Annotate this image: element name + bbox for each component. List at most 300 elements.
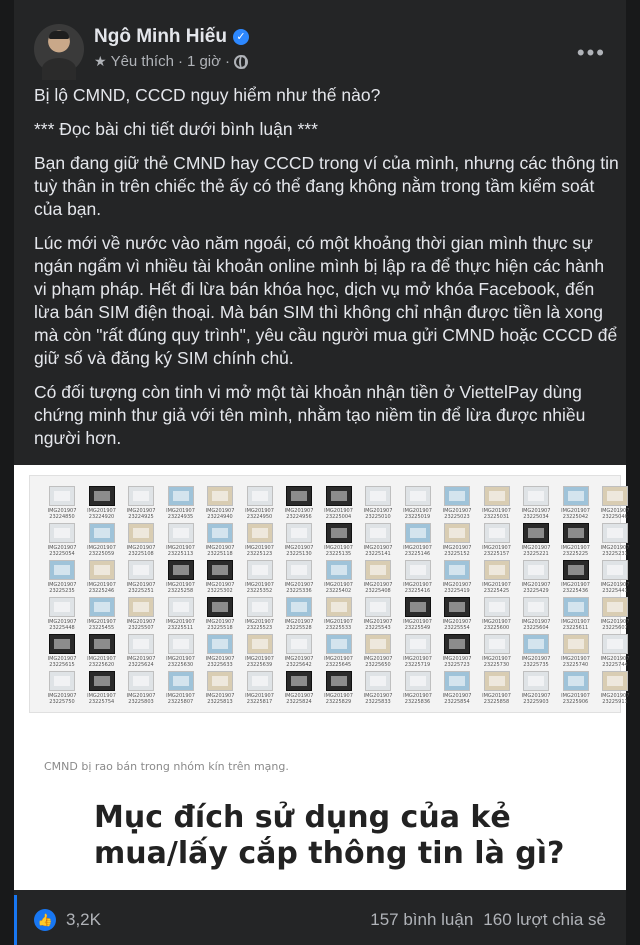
thumbnail-image bbox=[365, 671, 391, 691]
thumbnail-item bbox=[202, 634, 238, 671]
thumbnail-item bbox=[84, 560, 120, 597]
thumbnail-prefix: IMG201907 bbox=[600, 508, 630, 514]
thumbnail-item bbox=[123, 634, 159, 671]
thumbnail-image bbox=[326, 634, 352, 654]
thumbnail-item bbox=[360, 560, 396, 597]
thumbnail-prefix: IMG201907 bbox=[363, 619, 393, 625]
thumbnail-item bbox=[321, 597, 357, 634]
thumbnail-item bbox=[479, 671, 515, 708]
thumbnail-prefix: IMG201907 bbox=[87, 656, 116, 662]
thumbnail-prefix: IMG201907 bbox=[363, 693, 393, 699]
thumbnail-prefix: IMG201907 bbox=[205, 545, 235, 551]
thumbnail-image bbox=[523, 560, 549, 580]
thumbnail-image bbox=[523, 597, 549, 617]
thumbnail-prefix: IMG201907 bbox=[205, 619, 235, 625]
thumbnail-id: 23225416 bbox=[404, 588, 431, 594]
post-card bbox=[14, 0, 630, 945]
thumbnail-prefix: IMG201907 bbox=[363, 508, 393, 514]
thumbnail-id: 23225034 bbox=[523, 514, 549, 520]
post-paragraph: Có đối tượng còn tinh vi mở một tài khoản nhận tiền ở ViettelPay dùng chứng minh thư giả với tên mình, nhằm tạo niềm tin để lừa được nhiều người hơn. bbox=[34, 382, 586, 448]
thumbnail-label bbox=[482, 619, 511, 631]
thumbnail-item bbox=[558, 486, 594, 523]
thumbnail-id: 23225019 bbox=[404, 514, 431, 520]
thumbnail-id: 23224940 bbox=[207, 514, 233, 520]
thumbnail-prefix: IMG201907 bbox=[363, 656, 393, 662]
thumbnail-image bbox=[168, 486, 194, 506]
thumbnail-id: 23225854 bbox=[444, 699, 470, 705]
thumbnail-prefix: IMG201907 bbox=[284, 619, 314, 625]
thumbnail-item bbox=[321, 634, 357, 671]
thumbnail-image bbox=[89, 560, 115, 580]
thumbnail-id: 23225650 bbox=[365, 662, 391, 668]
thumbnail-label bbox=[522, 582, 551, 594]
thumbnail-label bbox=[561, 693, 590, 705]
thumbnail-label bbox=[127, 656, 156, 668]
thumbnail-image bbox=[523, 523, 549, 543]
thumbnail-id: 23225744 bbox=[602, 662, 628, 668]
comment-count[interactable]: 157 bình luận bbox=[370, 910, 474, 929]
thumbnail-item bbox=[123, 671, 159, 708]
thumbnail-id: 23225251 bbox=[128, 588, 154, 594]
thumbnail-image bbox=[286, 634, 312, 654]
more-options-icon[interactable]: ••• bbox=[576, 40, 606, 65]
thumbnail-prefix: IMG201907 bbox=[324, 582, 353, 588]
thumbnail-image bbox=[405, 597, 431, 617]
post-header bbox=[34, 18, 626, 78]
thumbnail-label bbox=[206, 508, 235, 520]
thumbnail-item bbox=[558, 671, 594, 708]
thumbnail-label bbox=[245, 693, 274, 705]
thumbnail-item bbox=[597, 486, 633, 523]
thumbnail-prefix: IMG201907 bbox=[561, 693, 590, 699]
thumbnail-item bbox=[439, 634, 475, 671]
thumbnail-label bbox=[324, 693, 353, 705]
thumbnail-prefix: IMG201907 bbox=[284, 693, 314, 699]
thumbnail-label bbox=[561, 582, 590, 594]
thumbnail-item bbox=[44, 560, 80, 597]
thumbnail-id: 23225906 bbox=[562, 699, 589, 705]
thumbnail-item bbox=[597, 671, 633, 708]
thumbnail-id: 23225436 bbox=[562, 588, 589, 594]
thumbnail-image bbox=[247, 486, 273, 506]
thumbnail-item bbox=[400, 671, 436, 708]
thumbnail-image bbox=[89, 486, 115, 506]
image-caption: CMND bị rao bán trong nhóm kín trên mạng. bbox=[44, 760, 289, 773]
thumbnail-item bbox=[518, 634, 554, 671]
thumbnail-prefix: IMG201907 bbox=[205, 693, 235, 699]
thumbnail-item bbox=[360, 671, 396, 708]
thumbnail-label bbox=[522, 619, 551, 631]
thumbnail-item bbox=[558, 560, 594, 597]
thumbnail-id: 23225141 bbox=[365, 551, 391, 557]
thumbnail-id: 23225533 bbox=[325, 625, 352, 631]
thumbnail-item bbox=[281, 597, 317, 634]
thumbnail-item bbox=[123, 560, 159, 597]
thumbnail-prefix: IMG201907 bbox=[284, 545, 314, 551]
thumbnail-image bbox=[49, 634, 75, 654]
thumbnail-label bbox=[127, 508, 156, 520]
thumbnail-prefix: IMG201907 bbox=[521, 545, 551, 551]
thumbnail-prefix: IMG201907 bbox=[126, 582, 156, 588]
thumbnail-item bbox=[518, 560, 554, 597]
thumbnail-id: 23225419 bbox=[444, 588, 470, 594]
thumbnail-item bbox=[360, 597, 396, 634]
thumbnail-label bbox=[443, 619, 472, 631]
thumbnail-image bbox=[207, 671, 233, 691]
thumbnail-item bbox=[281, 671, 317, 708]
thumbnail-image bbox=[563, 597, 589, 617]
thumbnail-prefix: IMG201907 bbox=[87, 508, 116, 514]
thumbnail-image bbox=[365, 597, 391, 617]
avatar-shirt bbox=[42, 58, 76, 80]
thumbnail-item bbox=[518, 671, 554, 708]
thumbnail-image bbox=[128, 486, 154, 506]
thumbnail-prefix: IMG201907 bbox=[166, 582, 195, 588]
thumbnail-prefix: IMG201907 bbox=[205, 582, 235, 588]
thumbnail-id: 23225817 bbox=[246, 699, 273, 705]
thumbnail-id: 23225135 bbox=[325, 551, 352, 557]
thumbnail-id: 23225157 bbox=[483, 551, 510, 557]
thumbnail-id: 23225624 bbox=[128, 662, 154, 668]
thumbnail-prefix: IMG201907 bbox=[482, 656, 511, 662]
thumbnail-prefix: IMG201907 bbox=[324, 545, 353, 551]
thumbnail-prefix: IMG201907 bbox=[47, 619, 77, 625]
thumbnail-image bbox=[49, 486, 75, 506]
thumbnail-id: 23225858 bbox=[483, 699, 510, 705]
thumbnail-item bbox=[202, 486, 238, 523]
thumbnail-item bbox=[518, 523, 554, 560]
thumbnail-label bbox=[48, 656, 77, 668]
thumbnail-image bbox=[49, 560, 75, 580]
thumbnail-label bbox=[482, 582, 511, 594]
thumbnail-prefix: IMG201907 bbox=[166, 619, 195, 625]
thumbnail-item bbox=[44, 486, 80, 523]
thumbnail-label bbox=[443, 693, 472, 705]
thumbnail-item bbox=[479, 634, 515, 671]
thumbnail-id: 23225108 bbox=[128, 551, 154, 557]
thumbnail-item bbox=[400, 634, 436, 671]
thumbnail-image bbox=[207, 634, 233, 654]
thumbnail-image bbox=[563, 634, 589, 654]
thumbnail-item bbox=[321, 560, 357, 597]
post-footer bbox=[14, 895, 626, 945]
thumbnail-id: 23225231 bbox=[602, 551, 628, 557]
thumbnail-label bbox=[601, 582, 630, 594]
thumbnail-id: 23225639 bbox=[246, 662, 273, 668]
thumbnail-id: 23225441 bbox=[602, 588, 628, 594]
like-reaction-icon[interactable]: 👍 bbox=[34, 909, 56, 931]
thumbnail-label bbox=[127, 619, 156, 631]
thumbnail-prefix: IMG201907 bbox=[47, 545, 77, 551]
thumbnail-label bbox=[443, 582, 472, 594]
thumbnail-prefix: IMG201907 bbox=[324, 619, 353, 625]
thumbnail-image bbox=[207, 560, 233, 580]
thumbnail-label bbox=[206, 693, 235, 705]
thumbnail-item bbox=[360, 523, 396, 560]
thumbnail-id: 23224850 bbox=[49, 514, 75, 520]
thumbnail-label bbox=[87, 619, 116, 631]
thumbnail-prefix: IMG201907 bbox=[363, 545, 393, 551]
thumbnail-label bbox=[87, 582, 116, 594]
thumbnail-prefix: IMG201907 bbox=[403, 619, 432, 625]
thumbnail-image bbox=[207, 486, 233, 506]
favorite-label: Yêu thích bbox=[110, 53, 174, 70]
thumbnail-image bbox=[168, 560, 194, 580]
thumbnail-id: 23225836 bbox=[404, 699, 431, 705]
thumbnail-item bbox=[360, 486, 396, 523]
thumbnail-label bbox=[87, 545, 116, 557]
thumbnail-label bbox=[285, 582, 314, 594]
thumbnail-label bbox=[285, 545, 314, 557]
thumbnail-id: 23225604 bbox=[523, 625, 549, 631]
avatar-hair bbox=[49, 31, 69, 39]
thumbnail-label bbox=[285, 656, 314, 668]
thumbnail-item bbox=[163, 560, 199, 597]
thumbnail-item bbox=[123, 486, 159, 523]
thumbnail-label bbox=[166, 619, 195, 631]
thumbnail-prefix: IMG201907 bbox=[205, 508, 235, 514]
thumbnail-label bbox=[127, 693, 156, 705]
thumbnail-image bbox=[602, 634, 628, 654]
thumbnail-id: 23225735 bbox=[523, 662, 549, 668]
thumbnail-id: 23225611 bbox=[562, 625, 589, 631]
post-meta bbox=[94, 53, 248, 70]
thumbnail-label bbox=[324, 508, 353, 520]
thumbnail-image bbox=[286, 486, 312, 506]
thumbnail-item bbox=[242, 671, 278, 708]
thumbnail-id: 23225258 bbox=[167, 588, 194, 594]
thumbnail-item bbox=[479, 560, 515, 597]
thumbnail-item bbox=[84, 486, 120, 523]
thumbnail-label bbox=[482, 545, 511, 557]
thumbnail-id: 23225549 bbox=[404, 625, 431, 631]
thumbnail-id: 23225042 bbox=[562, 514, 589, 520]
thumbnail-item bbox=[518, 597, 554, 634]
thumbnail-prefix: IMG201907 bbox=[561, 508, 590, 514]
thumbnail-label bbox=[403, 693, 432, 705]
thumbnail-prefix: IMG201907 bbox=[561, 619, 590, 625]
thumbnail-image bbox=[128, 560, 154, 580]
thumbnail-label bbox=[601, 693, 630, 705]
thumbnail-prefix: IMG201907 bbox=[87, 619, 116, 625]
thumbnail-label bbox=[482, 508, 511, 520]
thumbnail-image bbox=[286, 523, 312, 543]
star-icon: ★ bbox=[94, 53, 107, 69]
thumbnail-label bbox=[206, 619, 235, 631]
thumbnail-prefix: IMG201907 bbox=[403, 582, 432, 588]
thumbnail-label bbox=[166, 582, 195, 594]
thumbnail-image bbox=[365, 486, 391, 506]
thumbnail-id: 23225336 bbox=[286, 588, 312, 594]
thumbnail-item bbox=[242, 634, 278, 671]
thumbnail-prefix: IMG201907 bbox=[600, 656, 630, 662]
thumbnail-id: 23225455 bbox=[88, 625, 115, 631]
post-time[interactable]: 1 giờ bbox=[186, 53, 221, 70]
avatar[interactable] bbox=[34, 24, 84, 74]
thumbnail-id: 23225448 bbox=[49, 625, 75, 631]
thumbnail-id: 23225740 bbox=[562, 662, 589, 668]
thumbnail-image bbox=[49, 523, 75, 543]
thumbnail-prefix: IMG201907 bbox=[166, 545, 195, 551]
thumbnail-label bbox=[87, 656, 116, 668]
thumbnail-label bbox=[522, 656, 551, 668]
post-paragraph: Bị lộ CMND, CCCD nguy hiểm như thế nào? bbox=[34, 85, 381, 105]
thumbnail-id: 23225807 bbox=[167, 699, 194, 705]
thumbnail-id: 23224925 bbox=[128, 514, 154, 520]
thumbnail-label bbox=[87, 693, 116, 705]
thumbnail-image bbox=[365, 523, 391, 543]
thumbnail-item bbox=[439, 671, 475, 708]
thumbnail-image bbox=[49, 671, 75, 691]
thumbnail-id: 23225225 bbox=[562, 551, 589, 557]
post-paragraph: *** Đọc bài chi tiết dưới bình luận *** bbox=[34, 119, 318, 139]
like-count[interactable]: 3,2K bbox=[66, 910, 101, 929]
thumbnail-label bbox=[285, 508, 314, 520]
thumbnail-item bbox=[202, 523, 238, 560]
globe-icon[interactable] bbox=[234, 55, 248, 69]
thumbnail-id: 23225615 bbox=[49, 662, 75, 668]
article-image[interactable] bbox=[14, 465, 630, 890]
post-text bbox=[34, 84, 619, 461]
thumbnail-id: 23224920 bbox=[88, 514, 115, 520]
thumbnail-image bbox=[484, 597, 510, 617]
thumbnail-image bbox=[602, 560, 628, 580]
thumbnail-id: 23225004 bbox=[325, 514, 352, 520]
thumbnail-label bbox=[561, 508, 590, 520]
thumbnail-item bbox=[321, 486, 357, 523]
thumbnail-label bbox=[364, 693, 393, 705]
thumbnail-item bbox=[84, 597, 120, 634]
thumbnail-label bbox=[48, 545, 77, 557]
thumbnail-id: 23225408 bbox=[365, 588, 391, 594]
thumbnail-image bbox=[326, 560, 352, 580]
thumbnail-image bbox=[444, 597, 470, 617]
thumbnail-prefix: IMG201907 bbox=[442, 508, 472, 514]
thumbnail-prefix: IMG201907 bbox=[166, 508, 195, 514]
thumbnail-item bbox=[163, 523, 199, 560]
thumbnail-item bbox=[242, 560, 278, 597]
thumbnail-prefix: IMG201907 bbox=[521, 508, 551, 514]
thumbnail-image bbox=[286, 671, 312, 691]
thumbnail-prefix: IMG201907 bbox=[600, 693, 630, 699]
thumbnail-prefix: IMG201907 bbox=[47, 693, 77, 699]
thumbnail-id: 23225221 bbox=[523, 551, 549, 557]
thumbnail-prefix: IMG201907 bbox=[126, 693, 156, 699]
thumbnail-label bbox=[601, 545, 630, 557]
thumbnail-label bbox=[324, 656, 353, 668]
thumbnail-image bbox=[89, 523, 115, 543]
thumbnail-prefix: IMG201907 bbox=[245, 545, 274, 551]
thumbnail-prefix: IMG201907 bbox=[442, 619, 472, 625]
thumbnail-item bbox=[439, 486, 475, 523]
thumbnail-id: 23225130 bbox=[286, 551, 312, 557]
thumbnail-item bbox=[44, 523, 80, 560]
thumbnail-id: 23224950 bbox=[246, 514, 273, 520]
thumbnail-id: 23225352 bbox=[246, 588, 273, 594]
thumbnail-image bbox=[128, 634, 154, 654]
thumbnail-image bbox=[89, 597, 115, 617]
thumbnail-label bbox=[482, 693, 511, 705]
thumbnail-image bbox=[207, 523, 233, 543]
thumbnail-label bbox=[245, 545, 274, 557]
thumbnail-prefix: IMG201907 bbox=[403, 656, 432, 662]
thumbnail-label bbox=[127, 582, 156, 594]
thumbnail-item bbox=[84, 634, 120, 671]
thumbnail-label bbox=[48, 693, 77, 705]
thumbnail-image bbox=[563, 560, 589, 580]
thumbnail-prefix: IMG201907 bbox=[205, 656, 235, 662]
thumbnail-item bbox=[163, 634, 199, 671]
thumbnail-id: 23225118 bbox=[207, 551, 233, 557]
thumbnail-label bbox=[245, 619, 274, 631]
thumbnail-label bbox=[561, 545, 590, 557]
thumbnail-label bbox=[166, 508, 195, 520]
thumbnail-id: 23225046 bbox=[602, 514, 628, 520]
thumbnail-prefix: IMG201907 bbox=[324, 508, 353, 514]
meta-separator: · bbox=[177, 53, 183, 70]
thumbnail-prefix: IMG201907 bbox=[561, 545, 590, 551]
thumbnail-image bbox=[523, 671, 549, 691]
thumbnail-item bbox=[123, 523, 159, 560]
thumbnail-prefix: IMG201907 bbox=[126, 619, 156, 625]
thumbnail-label bbox=[364, 508, 393, 520]
thumbnail-item bbox=[202, 671, 238, 708]
thumbnail-prefix: IMG201907 bbox=[363, 582, 393, 588]
thumbnail-image bbox=[326, 486, 352, 506]
thumbnail-id: 23225620 bbox=[88, 662, 115, 668]
thumbnail-label bbox=[403, 619, 432, 631]
thumbnail-prefix: IMG201907 bbox=[284, 508, 314, 514]
thumbnail-prefix: IMG201907 bbox=[126, 508, 156, 514]
thumbnail-prefix: IMG201907 bbox=[521, 619, 551, 625]
thumbnail-label bbox=[87, 508, 116, 520]
thumbnail-item bbox=[44, 634, 80, 671]
thumbnail-prefix: IMG201907 bbox=[166, 693, 195, 699]
thumbnail-image bbox=[484, 634, 510, 654]
thumbnail-label bbox=[166, 656, 195, 668]
thumbnail-label bbox=[522, 508, 551, 520]
thumbnail-image bbox=[602, 486, 628, 506]
thumbnail-id: 23225911 bbox=[602, 699, 628, 705]
thumbnail-prefix: IMG201907 bbox=[482, 508, 511, 514]
thumbnail-item bbox=[479, 486, 515, 523]
thumbnail-id: 23225054 bbox=[49, 551, 75, 557]
thumbnail-image bbox=[168, 634, 194, 654]
thumbnail-prefix: IMG201907 bbox=[442, 545, 472, 551]
thumbnail-id: 23225630 bbox=[167, 662, 194, 668]
thumbnail-prefix: IMG201907 bbox=[482, 693, 511, 699]
author-name[interactable]: Ngô Minh Hiếu bbox=[94, 26, 227, 47]
thumbnail-prefix: IMG201907 bbox=[561, 656, 590, 662]
thumbnail-image bbox=[484, 523, 510, 543]
thumbnail-item bbox=[242, 486, 278, 523]
thumbnail-item bbox=[479, 523, 515, 560]
thumbnail-id: 23225246 bbox=[88, 588, 115, 594]
thumbnail-prefix: IMG201907 bbox=[126, 545, 156, 551]
thumbnail-item bbox=[597, 597, 633, 634]
thumbnail-label bbox=[166, 545, 195, 557]
thumbnail-item bbox=[123, 597, 159, 634]
thumbnail-image bbox=[207, 597, 233, 617]
thumbnail-item bbox=[281, 560, 317, 597]
thumbnail-prefix: IMG201907 bbox=[442, 656, 472, 662]
thumbnail-id: 23225543 bbox=[365, 625, 391, 631]
thumbnail-label bbox=[522, 693, 551, 705]
thumbnail-id: 23225235 bbox=[49, 588, 75, 594]
thumbnail-id: 23225507 bbox=[128, 625, 154, 631]
share-count[interactable]: 160 lượt chia sẻ bbox=[483, 910, 606, 929]
thumbnail-item bbox=[163, 671, 199, 708]
